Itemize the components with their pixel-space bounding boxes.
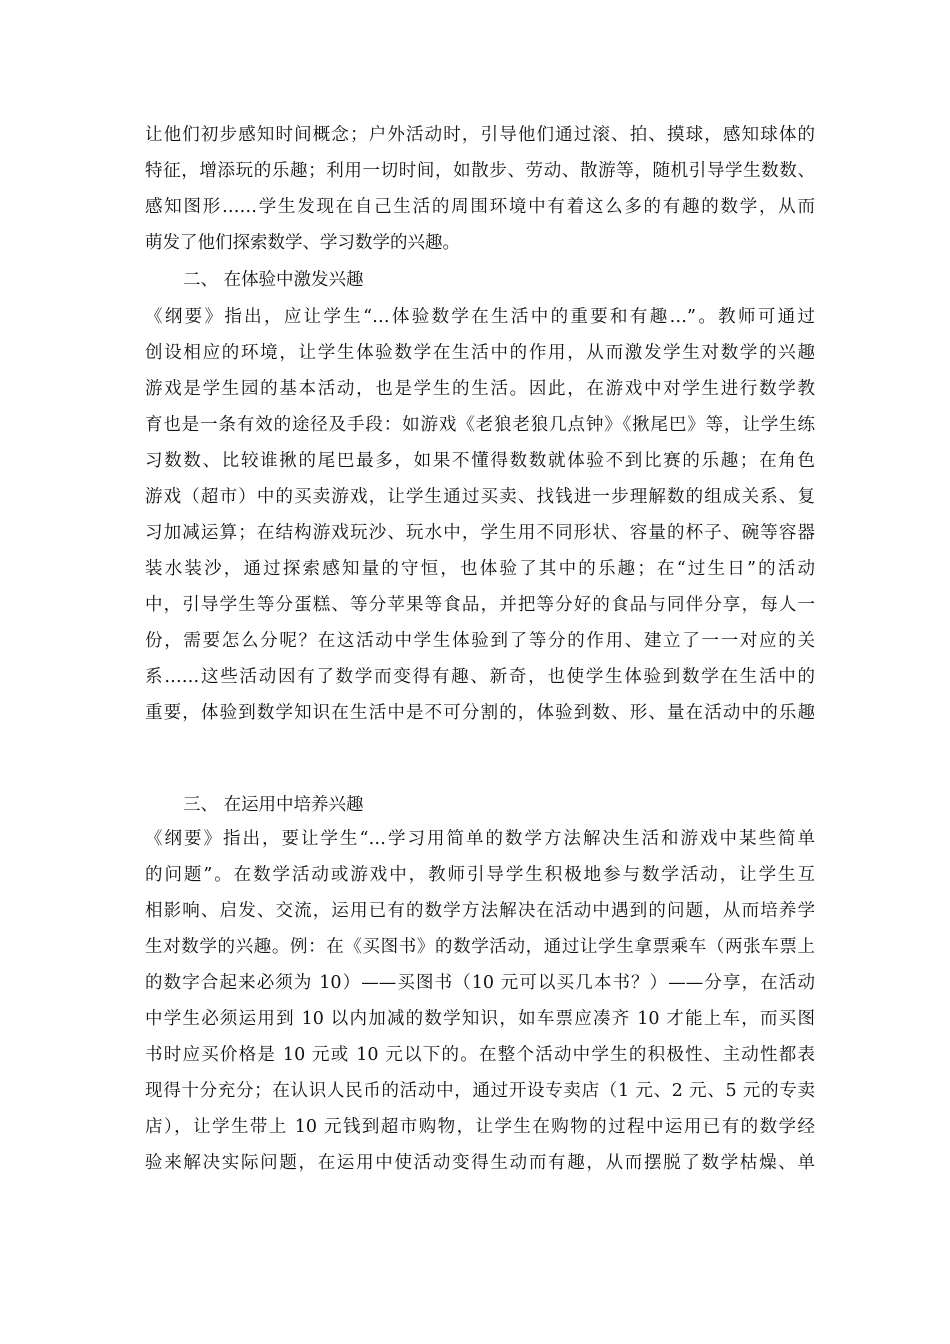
section-heading-3: 三、 在运用中培养兴趣 xyxy=(183,795,364,815)
paragraph-line: 验来解决实际问题，在运用中使活动变得生动而有趣，从而摆脱了数学枯燥、单 xyxy=(145,1153,815,1173)
paragraph-line: 相影响、启发、交流，运用已有的数学方法解决在活动中遇到的问题，从而培养学 xyxy=(145,901,815,921)
paragraph-line: 《纲要》指出，要让学生“…学习用简单的数学方法解决生活和游戏中某些简单 xyxy=(145,829,815,849)
paragraph-line: 游戏是学生园的基本活动，也是学生的生活。因此，在游戏中对学生进行数学教 xyxy=(145,379,815,399)
paragraph-line: 装水装沙，通过探索感知量的守恒，也体验了其中的乐趣；在“过生日”的活动 xyxy=(145,559,815,579)
paragraph-line: 现得十分充分；在认识人民币的活动中，通过开设专卖店（1 元、2 元、5 元的专卖 xyxy=(145,1081,815,1101)
paragraph-line: 《纲要》指出，应让学生“…体验数学在生活中的重要和有趣…”。教师可通过 xyxy=(145,307,815,327)
paragraph-line: 育也是一条有效的途径及手段：如游戏《老狼老狼几点钟》《揪尾巴》等，让学生练 xyxy=(145,415,815,435)
paragraph-line: 中，引导学生等分蛋糕、等分苹果等食品，并把等分好的食品与同伴分享，每人一 xyxy=(145,595,815,615)
paragraph-line: 中学生必须运用到 10 以内加减的数学知识，如车票应凑齐 10 才能上车，而买图 xyxy=(145,1009,815,1029)
paragraph-line: 份，需要怎么分呢？在这活动中学生体验到了等分的作用、建立了一一对应的关 xyxy=(145,631,815,651)
paragraph-line: 习数数、比较谁揪的尾巴最多，如果不懂得数数就体验不到比赛的乐趣；在角色 xyxy=(145,451,815,471)
paragraph-line: 感知图形……学生发现在自己生活的周围环境中有着这么多的有趣的数学，从而 xyxy=(145,197,815,217)
paragraph-line: 萌发了他们探索数学、学习数学的兴趣。 xyxy=(145,233,460,253)
paragraph-line: 创设相应的环境，让学生体验数学在生活中的作用，从而激发学生对数学的兴趣 xyxy=(145,343,815,363)
paragraph-line: 生对数学的兴趣。例：在《买图书》的数学活动，通过让学生拿票乘车（两张车票上 xyxy=(145,937,815,957)
paragraph-line: 重要，体验到数学知识在生活中是不可分割的，体验到数、形、量在活动中的乐趣 xyxy=(145,703,815,723)
paragraph-line: 店），让学生带上 10 元钱到超市购物，让学生在购物的过程中运用已有的数学经 xyxy=(145,1117,815,1137)
paragraph-line: 系……这些活动因有了数学而变得有趣、新奇，也使学生体验到数学在生活中的 xyxy=(145,667,815,687)
paragraph-line: 特征，增添玩的乐趣；利用一切时间，如散步、劳动、散游等，随机引导学生数数、 xyxy=(145,161,815,181)
paragraph-line: 让他们初步感知时间概念；户外活动时，引导他们通过滚、拍、摸球，感知球体的 xyxy=(145,125,815,145)
paragraph-line: 书时应买价格是 10 元或 10 元以下的。在整个活动中学生的积极性、主动性都表 xyxy=(145,1045,815,1065)
paragraph-line: 习加减运算；在结构游戏玩沙、玩水中，学生用不同形状、容量的杯子、碗等容器 xyxy=(145,523,815,543)
paragraph-line: 的数字合起来必须为 10）——买图书（10 元可以买几本书？）——分享，在活动 xyxy=(145,973,815,993)
paragraph-line: 的问题”。在数学活动或游戏中，教师引导学生积极地参与数学活动，让学生互 xyxy=(145,865,815,885)
section-heading-2: 二、 在体验中激发兴趣 xyxy=(183,270,364,290)
paragraph-line: 游戏（超市）中的买卖游戏，让学生通过买卖、找钱进一步理解数的组成关系、复 xyxy=(145,487,815,507)
